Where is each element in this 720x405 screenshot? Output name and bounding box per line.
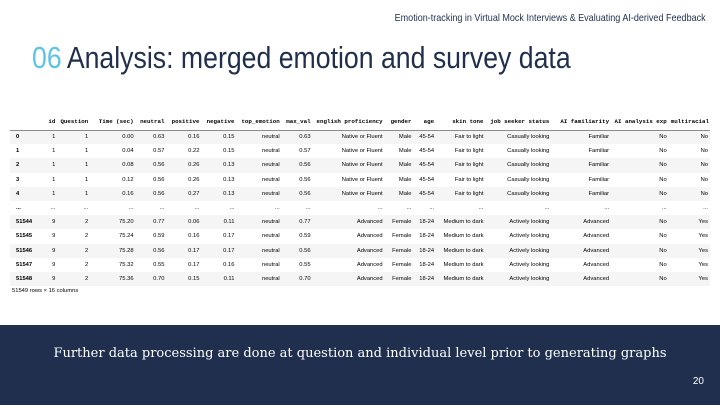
column-header: gender: [385, 114, 414, 130]
table-cell: Advanced: [356, 261, 383, 268]
table-cell: Casually looking: [507, 176, 550, 183]
table-cell: 75.24: [119, 233, 134, 240]
table-cell: 0.56: [299, 247, 311, 254]
table-cell: ...: [194, 205, 200, 212]
table-row: [10, 215, 710, 229]
column-header: positive: [166, 114, 201, 130]
row-index-cell: 0: [16, 134, 20, 141]
table-cell: Female: [392, 261, 412, 268]
table-cell: 18-24: [419, 247, 435, 254]
column-header: job seeker status: [486, 114, 552, 130]
table-cell: Native or Fluent: [341, 162, 383, 169]
table-cell: 0.17: [188, 247, 200, 254]
row-index-cell: 51544: [16, 219, 33, 226]
table-cell: Actively looking: [509, 275, 550, 282]
table-cell: 0.57: [299, 148, 311, 155]
table-cell: 0.56: [299, 162, 311, 169]
table-cell: Advanced: [583, 219, 610, 226]
table-cell: 0.56: [153, 162, 165, 169]
table-cell: ...: [83, 205, 89, 212]
row-index-cell: 51546: [16, 247, 33, 254]
table-cell: 0.15: [223, 134, 235, 141]
banner-text: Further data processing are done at question and individual level prior to generating graphs: [53, 346, 667, 361]
table-header-row: [10, 114, 710, 130]
table-cell: ...: [128, 205, 134, 212]
table-row: [10, 272, 710, 286]
table-cell: 2: [85, 233, 89, 240]
table-cell: 9: [52, 233, 56, 240]
table-cell: ...: [661, 205, 667, 212]
table-cell: Female: [392, 247, 412, 254]
table-cell: 0.70: [153, 275, 165, 282]
dataframe-table: [10, 114, 710, 286]
table-cell: ...: [429, 205, 435, 212]
table-cell: 0.04: [122, 148, 134, 155]
table-cell: Actively looking: [509, 219, 550, 226]
row-index-cell: 51545: [16, 233, 33, 240]
table-row: [10, 144, 710, 158]
table-cell: ...: [703, 205, 708, 212]
table-cell: 9: [52, 219, 56, 226]
column-header: age: [413, 114, 436, 130]
table-cell: 1: [85, 134, 89, 141]
column-header: AI familiarity: [551, 114, 611, 130]
table-cell: 9: [52, 275, 56, 282]
table-cell: Medium to dark: [443, 275, 484, 282]
table-cell: Male: [398, 134, 412, 141]
table-cell: Advanced: [583, 261, 610, 268]
table-cell: Advanced: [356, 219, 383, 226]
column-header: english proficiency: [313, 114, 385, 130]
row-index-cell: 51548: [16, 275, 33, 282]
table-cell: 1: [85, 148, 89, 155]
table-cell: 0.11: [223, 275, 235, 282]
table-cell: 18-24: [419, 275, 435, 282]
table-cell: No: [659, 247, 667, 254]
table-row: [10, 173, 710, 187]
table-cell: neutral: [261, 261, 280, 268]
table-cell: 1: [52, 176, 56, 183]
table-footer: 51549 rows × 16 columns: [12, 288, 79, 295]
table-cell: 0.22: [188, 148, 200, 155]
table-cell: 0.63: [153, 134, 165, 141]
table-cell: No: [700, 190, 708, 197]
table-cell: Fair to light: [454, 176, 484, 183]
table-cell: Male: [398, 148, 412, 155]
table-cell: 1: [52, 134, 56, 141]
table-cell: Actively looking: [509, 233, 550, 240]
table-cell: 75.28: [119, 247, 134, 254]
table-cell: 9: [52, 261, 56, 268]
table-cell: 0.15: [188, 275, 200, 282]
column-header: max_val: [282, 114, 313, 130]
table-cell: 18-24: [419, 219, 435, 226]
table-cell: 0.56: [299, 190, 311, 197]
dataframe-table-container: [10, 114, 710, 294]
table-cell: Yes: [698, 261, 708, 268]
table-cell: ...: [406, 205, 412, 212]
column-header: AI analysis exp: [611, 114, 669, 130]
table-cell: 1: [52, 162, 56, 169]
row-index-cell: 4: [16, 190, 20, 197]
table-row: [10, 187, 710, 201]
table-cell: 0.17: [188, 261, 200, 268]
column-header: neutral: [136, 114, 167, 130]
table-cell: Medium to dark: [443, 233, 484, 240]
table-cell: Actively looking: [509, 261, 550, 268]
table-cell: Male: [398, 162, 412, 169]
page-number: 20: [692, 376, 704, 387]
table-cell: 0.55: [153, 261, 165, 268]
table-cell: 1: [52, 148, 56, 155]
table-cell: 0.13: [223, 190, 235, 197]
table-cell: Familiar: [588, 176, 610, 183]
column-header: skin tone: [436, 114, 485, 130]
table-cell: Male: [398, 176, 412, 183]
table-cell: Fair to light: [454, 134, 484, 141]
table-cell: Fair to light: [454, 162, 484, 169]
table-row: [10, 244, 710, 258]
table-cell: 0.57: [153, 148, 165, 155]
table-cell: 45-54: [419, 176, 435, 183]
row-index-cell: 51547: [16, 261, 33, 268]
column-header: id: [41, 114, 57, 130]
table-cell: Familiar: [588, 134, 610, 141]
table-cell: 0.06: [188, 219, 200, 226]
table-cell: ...: [377, 205, 383, 212]
table-cell: Casually looking: [507, 162, 550, 169]
header-note: Emotion-tracking in Virtual Mock Interviews & Evaluating AI-derived Feedback: [394, 12, 706, 24]
table-cell: 0.77: [299, 219, 311, 226]
table-cell: Casually looking: [507, 148, 550, 155]
table-cell: Familiar: [588, 162, 610, 169]
table-cell: No: [659, 190, 667, 197]
table-cell: ...: [478, 205, 484, 212]
table-cell: ...: [305, 205, 311, 212]
table-cell: 0.13: [223, 162, 235, 169]
table-cell: Advanced: [583, 275, 610, 282]
table-cell: 0.70: [299, 275, 311, 282]
table-cell: neutral: [261, 162, 280, 169]
table-cell: 45-54: [419, 148, 435, 155]
table-cell: 2: [85, 247, 89, 254]
table-cell: 0.27: [188, 190, 200, 197]
table-cell: 0.17: [223, 247, 235, 254]
table-cell: Advanced: [583, 247, 610, 254]
table-cell: 0.13: [223, 176, 235, 183]
table-cell: 45-54: [419, 134, 435, 141]
table-cell: 0.11: [223, 219, 235, 226]
table-cell: 0.56: [299, 176, 311, 183]
table-cell: 75.36: [119, 275, 134, 282]
table-cell: Yes: [698, 247, 708, 254]
table-cell: 18-24: [419, 261, 435, 268]
section-number: 06: [32, 40, 62, 75]
table-cell: 0.26: [188, 176, 200, 183]
table-cell: 45-54: [419, 162, 435, 169]
column-header: top_emotion: [236, 114, 281, 130]
table-cell: Actively looking: [509, 247, 550, 254]
table-cell: neutral: [261, 233, 280, 240]
table-cell: neutral: [261, 275, 280, 282]
table-row: [10, 158, 710, 172]
table-cell: ...: [274, 205, 280, 212]
bottom-banner: [0, 325, 720, 405]
table-cell: No: [659, 134, 667, 141]
table-cell: 0.56: [153, 190, 165, 197]
table-cell: Female: [392, 275, 412, 282]
table-cell: Advanced: [583, 233, 610, 240]
table-cell: ...: [604, 205, 610, 212]
table-cell: Medium to dark: [443, 219, 484, 226]
table-cell: Yes: [698, 275, 708, 282]
table-cell: Familiar: [588, 190, 610, 197]
table-cell: 2: [85, 219, 89, 226]
table-cell: Yes: [698, 219, 708, 226]
table-row: [10, 229, 710, 243]
table-cell: neutral: [261, 134, 280, 141]
row-index-cell: 3: [16, 176, 20, 183]
table-cell: Casually looking: [507, 190, 550, 197]
table-cell: 0.16: [188, 134, 200, 141]
table-cell: 0.16: [188, 233, 200, 240]
table-cell: ...: [50, 205, 56, 212]
table-cell: ...: [159, 205, 165, 212]
table-cell: Medium to dark: [443, 261, 484, 268]
table-cell: 0.00: [122, 134, 134, 141]
table-cell: Familiar: [588, 148, 610, 155]
table-cell: 2: [85, 275, 89, 282]
column-header: negative: [201, 114, 236, 130]
table-cell: 75.20: [119, 219, 134, 226]
table-cell: 75.32: [119, 261, 134, 268]
table-cell: Female: [392, 233, 412, 240]
table-cell: Native or Fluent: [341, 176, 383, 183]
table-cell: Casually looking: [507, 134, 550, 141]
table-cell: 1: [52, 190, 56, 197]
table-cell: Advanced: [356, 275, 383, 282]
table-cell: ...: [544, 205, 550, 212]
table-cell: 18-24: [419, 233, 435, 240]
table-cell: 0.59: [299, 233, 311, 240]
table-cell: 1: [85, 190, 89, 197]
slide-title: [32, 38, 571, 78]
column-header: Question: [57, 114, 90, 130]
table-row: [10, 258, 710, 272]
table-cell: No: [700, 176, 708, 183]
table-cell: No: [659, 176, 667, 183]
table-cell: 1: [85, 162, 89, 169]
title-text: Analysis: merged emotion and survey data: [66, 40, 571, 75]
table-cell: No: [659, 233, 667, 240]
table-cell: No: [659, 148, 667, 155]
table-cell: No: [659, 261, 667, 268]
table-cell: 0.08: [122, 162, 134, 169]
table-row: [10, 130, 710, 144]
table-cell: 0.55: [299, 261, 311, 268]
table-cell: 0.59: [153, 233, 165, 240]
table-cell: 9: [52, 247, 56, 254]
row-index-cell: ...: [16, 205, 21, 212]
table-cell: Native or Fluent: [341, 134, 383, 141]
table-cell: No: [700, 134, 708, 141]
table-cell: 0.16: [122, 190, 134, 197]
table-cell: Female: [392, 219, 412, 226]
table-cell: 0.16: [223, 261, 235, 268]
table-cell: Native or Fluent: [341, 148, 383, 155]
column-header: multiracial: [669, 114, 710, 130]
row-index-cell: 1: [16, 148, 20, 155]
table-cell: neutral: [261, 247, 280, 254]
table-cell: No: [700, 148, 708, 155]
table-cell: 0.17: [223, 233, 235, 240]
table-cell: Male: [398, 190, 412, 197]
column-header: [10, 114, 41, 130]
table-cell: No: [659, 275, 667, 282]
table-cell: No: [700, 162, 708, 169]
table-cell: Fair to light: [454, 148, 484, 155]
table-cell: 2: [85, 261, 89, 268]
table-cell: No: [659, 219, 667, 226]
table-cell: 1: [85, 176, 89, 183]
table-cell: Advanced: [356, 247, 383, 254]
table-cell: No: [659, 162, 667, 169]
table-cell: 0.56: [153, 247, 165, 254]
table-cell: 0.12: [122, 176, 134, 183]
table-cell: 0.63: [299, 134, 311, 141]
table-cell: 0.56: [153, 176, 165, 183]
table-cell: neutral: [261, 190, 280, 197]
table-cell: ...: [229, 205, 235, 212]
table-cell: neutral: [261, 176, 280, 183]
table-cell: 0.15: [223, 148, 235, 155]
table-cell: neutral: [261, 148, 280, 155]
table-cell: Medium to dark: [443, 247, 484, 254]
table-cell: neutral: [261, 219, 280, 226]
table-cell: Advanced: [356, 233, 383, 240]
table-cell: 45-54: [419, 190, 435, 197]
table-cell: 0.77: [153, 219, 165, 226]
ellipsis-row: [10, 201, 710, 215]
table-cell: Native or Fluent: [341, 190, 383, 197]
table-cell: Fair to light: [454, 190, 484, 197]
table-cell: Yes: [698, 233, 708, 240]
row-index-cell: 2: [16, 162, 20, 169]
column-header: Time (sec): [90, 114, 135, 130]
table-cell: 0.26: [188, 162, 200, 169]
